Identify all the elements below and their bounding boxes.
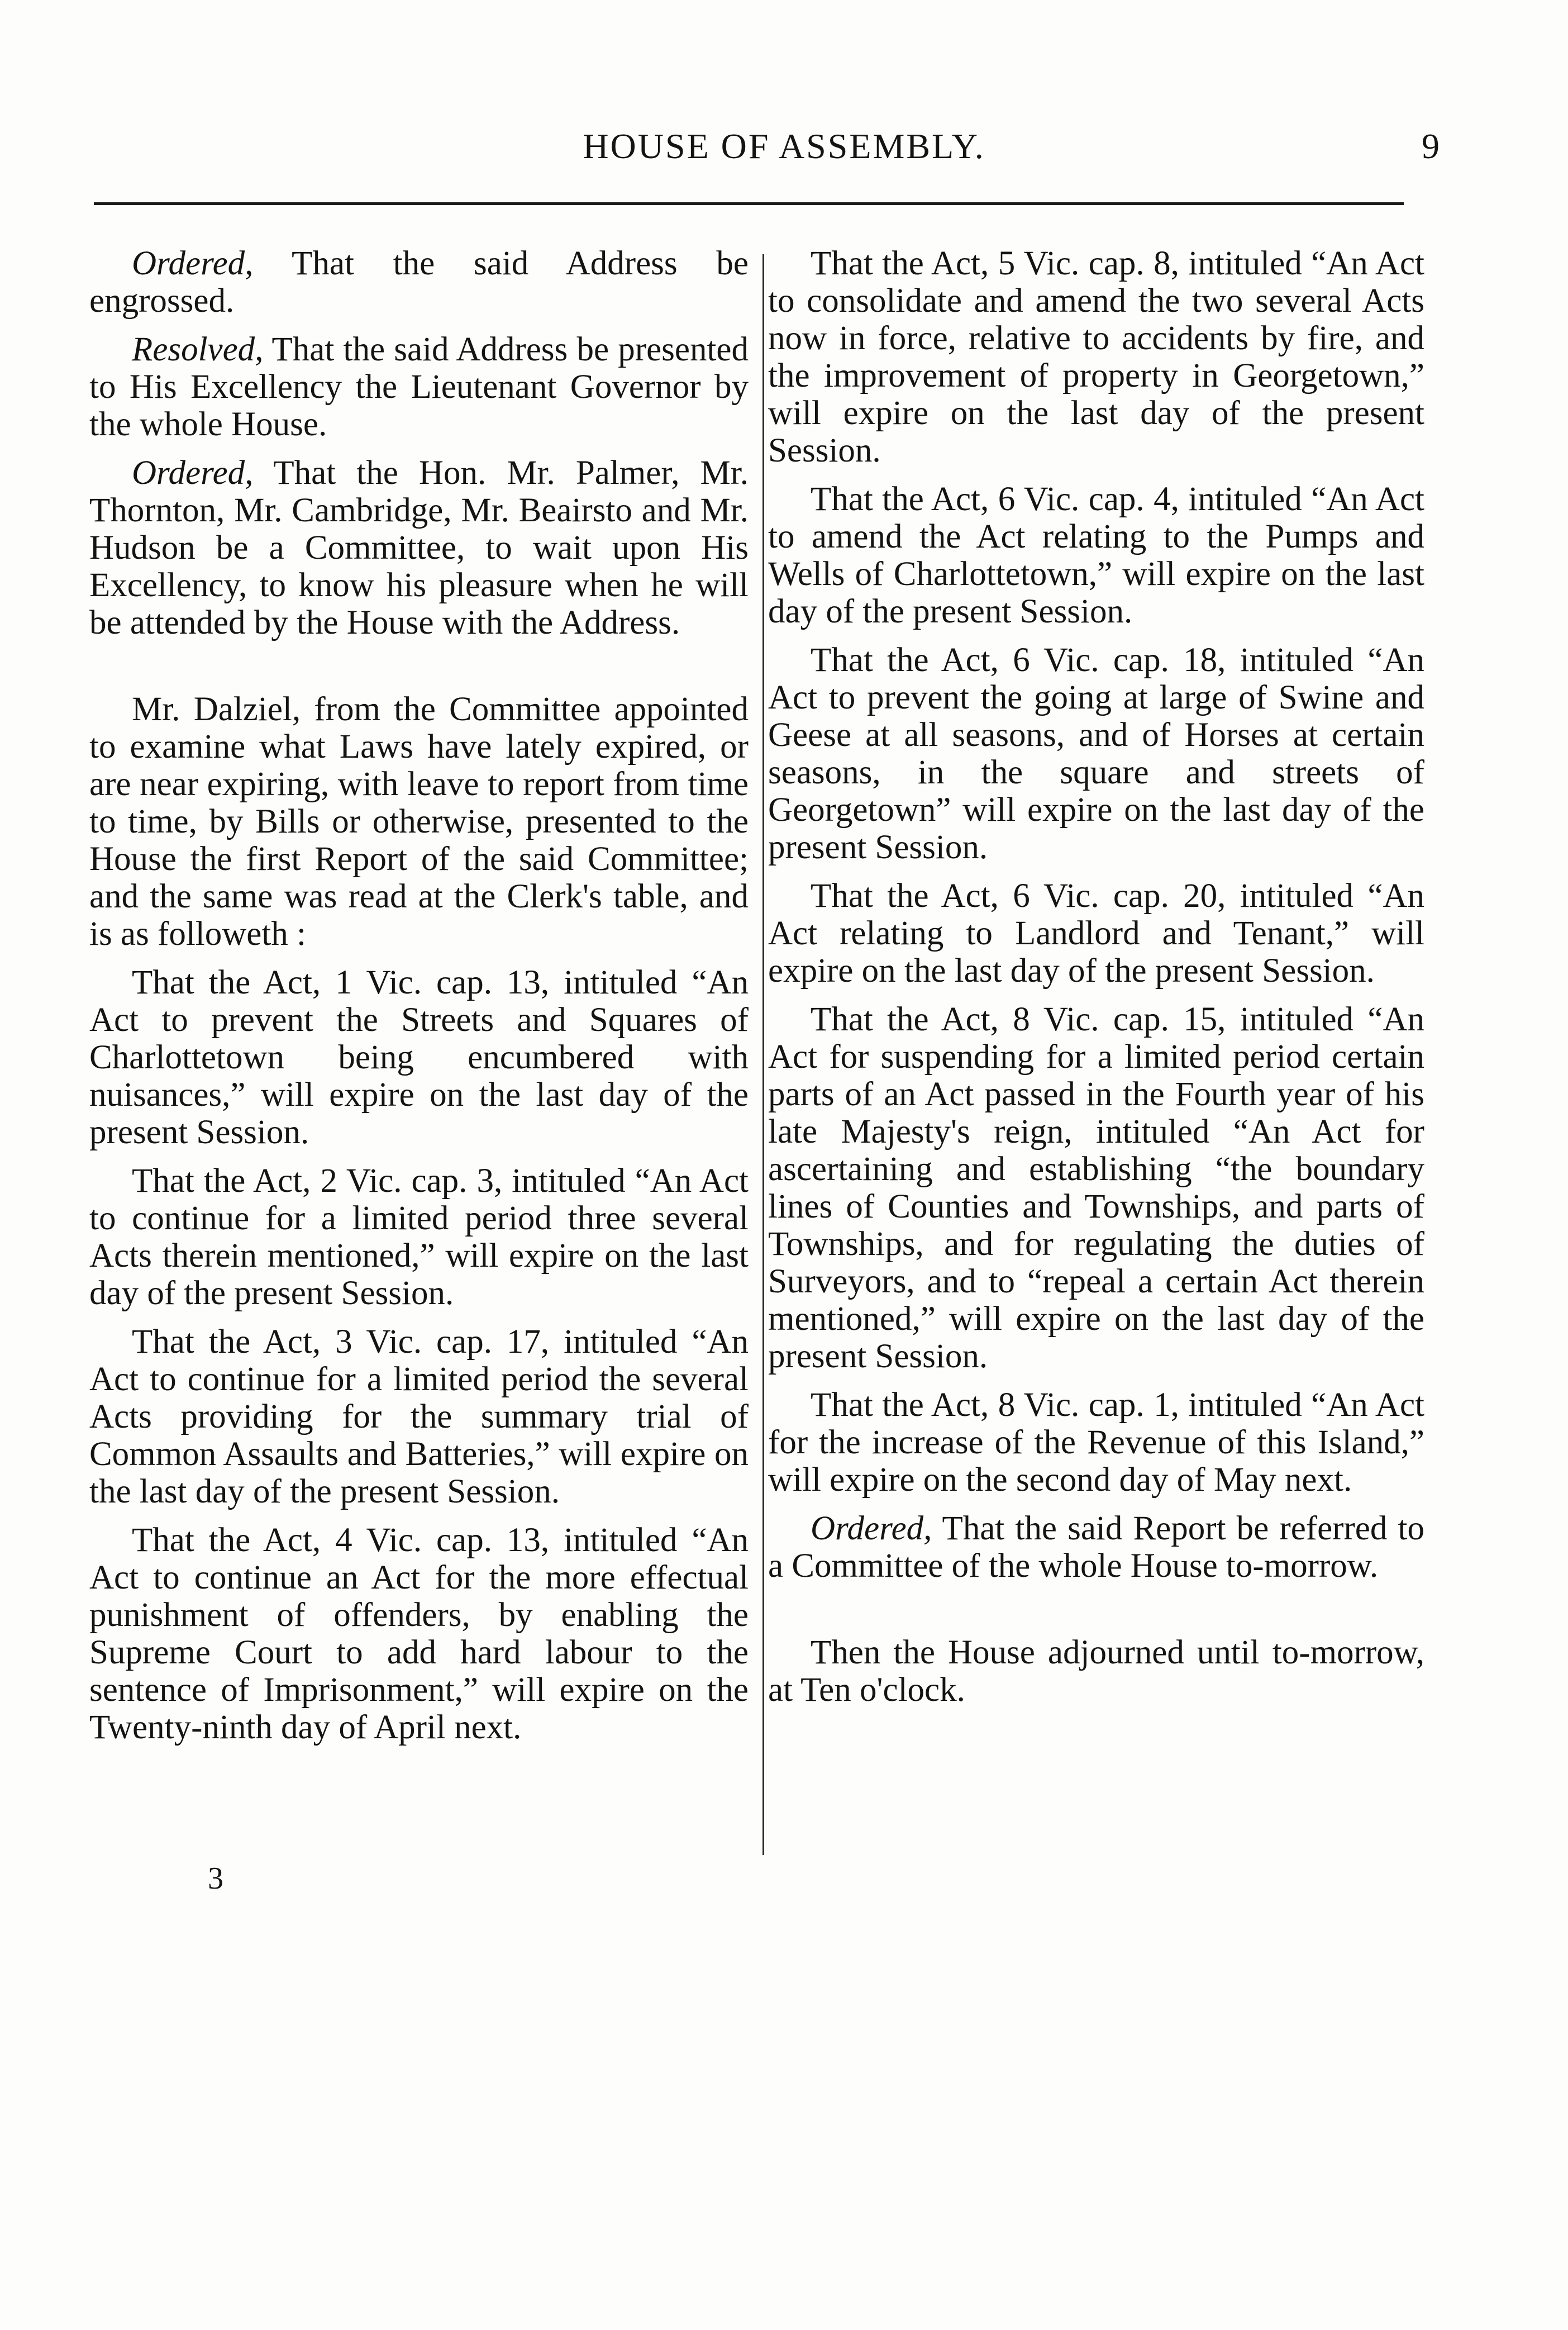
paragraph bbox=[89, 331, 749, 443]
paragraph-text: Mr. Dalziel, from the Committee appointed to examine what Laws have lately expired, or are near expiring, with leave to report from time to time, by Bills or otherwise, presented to the House the first Report of the said Committee; and the same was read at the Clerk's table, and is as followeth : bbox=[89, 691, 749, 953]
paragraph-text: That the said Address be presented to His Excellency the Lieutenant Governor by the whole House. bbox=[89, 331, 749, 443]
paragraph-lead: Resolved, bbox=[132, 331, 264, 368]
paragraph-text: That the said Address be engrossed. bbox=[89, 245, 749, 320]
left-column bbox=[89, 245, 749, 1757]
paragraph-lead: Ordered, bbox=[811, 1510, 932, 1547]
signature-mark: 3 bbox=[208, 1861, 223, 1896]
paragraph bbox=[768, 641, 1424, 866]
paragraph-text: That the Hon. Mr. Palmer, Mr. Thornton, Mr. Cambridge, Mr. Beairsto and Mr. Hudson be a Committee, to wait upon His Excellency, to know his pleasure when he will be attended by the House with the Address. bbox=[89, 454, 749, 641]
page-header-title: HOUSE OF ASSEMBLY. bbox=[583, 126, 985, 166]
paragraph bbox=[768, 1001, 1424, 1375]
paragraph bbox=[768, 481, 1424, 630]
right-column bbox=[768, 245, 1424, 1720]
paragraph bbox=[89, 1323, 749, 1510]
paragraph bbox=[768, 1386, 1424, 1499]
paragraph-text: Then the House adjourned until to-morrow, at Ten o'clock. bbox=[768, 1634, 1424, 1709]
column-divider bbox=[762, 254, 764, 1855]
paragraph-text: That the Act, 6 Vic. cap. 20, intituled “An Act relating to Landlord and Tenant,” will expire on the last day of the present Session. bbox=[768, 877, 1424, 990]
paragraph bbox=[89, 245, 749, 320]
paragraph bbox=[89, 1162, 749, 1312]
paragraph bbox=[768, 245, 1424, 469]
paragraph bbox=[89, 454, 749, 641]
paragraph-text: That the Act, 6 Vic. cap. 18, intituled “An Act to prevent the going at large of Swine and Geese at all seasons, and of Horses at certain seasons, in the square and streets of Georgetown” will expire on the last day of the present Session. bbox=[768, 641, 1424, 866]
paragraph bbox=[89, 1521, 749, 1746]
paragraph-lead: Ordered, bbox=[132, 454, 254, 492]
paragraph-text: That the Act, 2 Vic. cap. 3, intituled “An Act to continue for a limited period three several Acts therein mentioned,” will expire on the last day of the present Session. bbox=[89, 1162, 749, 1312]
paragraph-text: That the said Report be referred to a Committee of the whole House to-morrow. bbox=[768, 1510, 1424, 1585]
paragraph-text: That the Act, 4 Vic. cap. 13, intituled “An Act to continue an Act for the more effectual punishment of offenders, by enabling the Supreme Court to add hard labour to the sentence of Imprisonment,” will expire on the Twenty-ninth day of April next. bbox=[89, 1521, 749, 1746]
paragraph-text: That the Act, 6 Vic. cap. 4, intituled “An Act to amend the Act relating to the Pumps and Wells of Charlottetown,” will expire on the last day of the present Session. bbox=[768, 481, 1424, 630]
paragraph-text: That the Act, 8 Vic. cap. 15, intituled “An Act for suspending for a limited period certain parts of an Act passed in the Fourth year of his late Majesty's reign, intituled “An Act for ascertaining and establishing “the boundary lines of Counties and Townships, and parts of Townships, and for regulating the duties of Surveyors, and to “repeal a certain Act therein mentioned,” will expire on the last day of the present Session. bbox=[768, 1001, 1424, 1375]
paragraph bbox=[768, 877, 1424, 990]
paragraph bbox=[89, 964, 749, 1151]
paragraph-text: That the Act, 1 Vic. cap. 13, intituled “An Act to prevent the Streets and Squares of Charlottetown being encumbered with nuisances,” will expire on the last day of the present Session. bbox=[89, 964, 749, 1151]
paragraph-text: That the Act, 5 Vic. cap. 8, intituled “An Act to consolidate and amend the two several Acts now in force, relative to accidents by fire, and the improvement of property in Georgetown,” will expire on the last day of the present Session. bbox=[768, 245, 1424, 469]
header-rule bbox=[94, 202, 1404, 205]
page-number: 9 bbox=[1422, 126, 1440, 166]
paragraph-text: That the Act, 3 Vic. cap. 17, intituled “An Act to continue for a limited period the several Acts providing for the summary trial of Common Assaults and Batteries,” will expire on the last day of the present Session. bbox=[89, 1323, 749, 1510]
paragraph bbox=[768, 1510, 1424, 1585]
paragraph-lead: Ordered, bbox=[132, 245, 254, 282]
paragraph-text: That the Act, 8 Vic. cap. 1, intituled “An Act for the increase of the Revenue of this Island,” will expire on the second day of May next. bbox=[768, 1386, 1424, 1499]
paragraph bbox=[89, 691, 749, 953]
paragraph bbox=[768, 1634, 1424, 1709]
